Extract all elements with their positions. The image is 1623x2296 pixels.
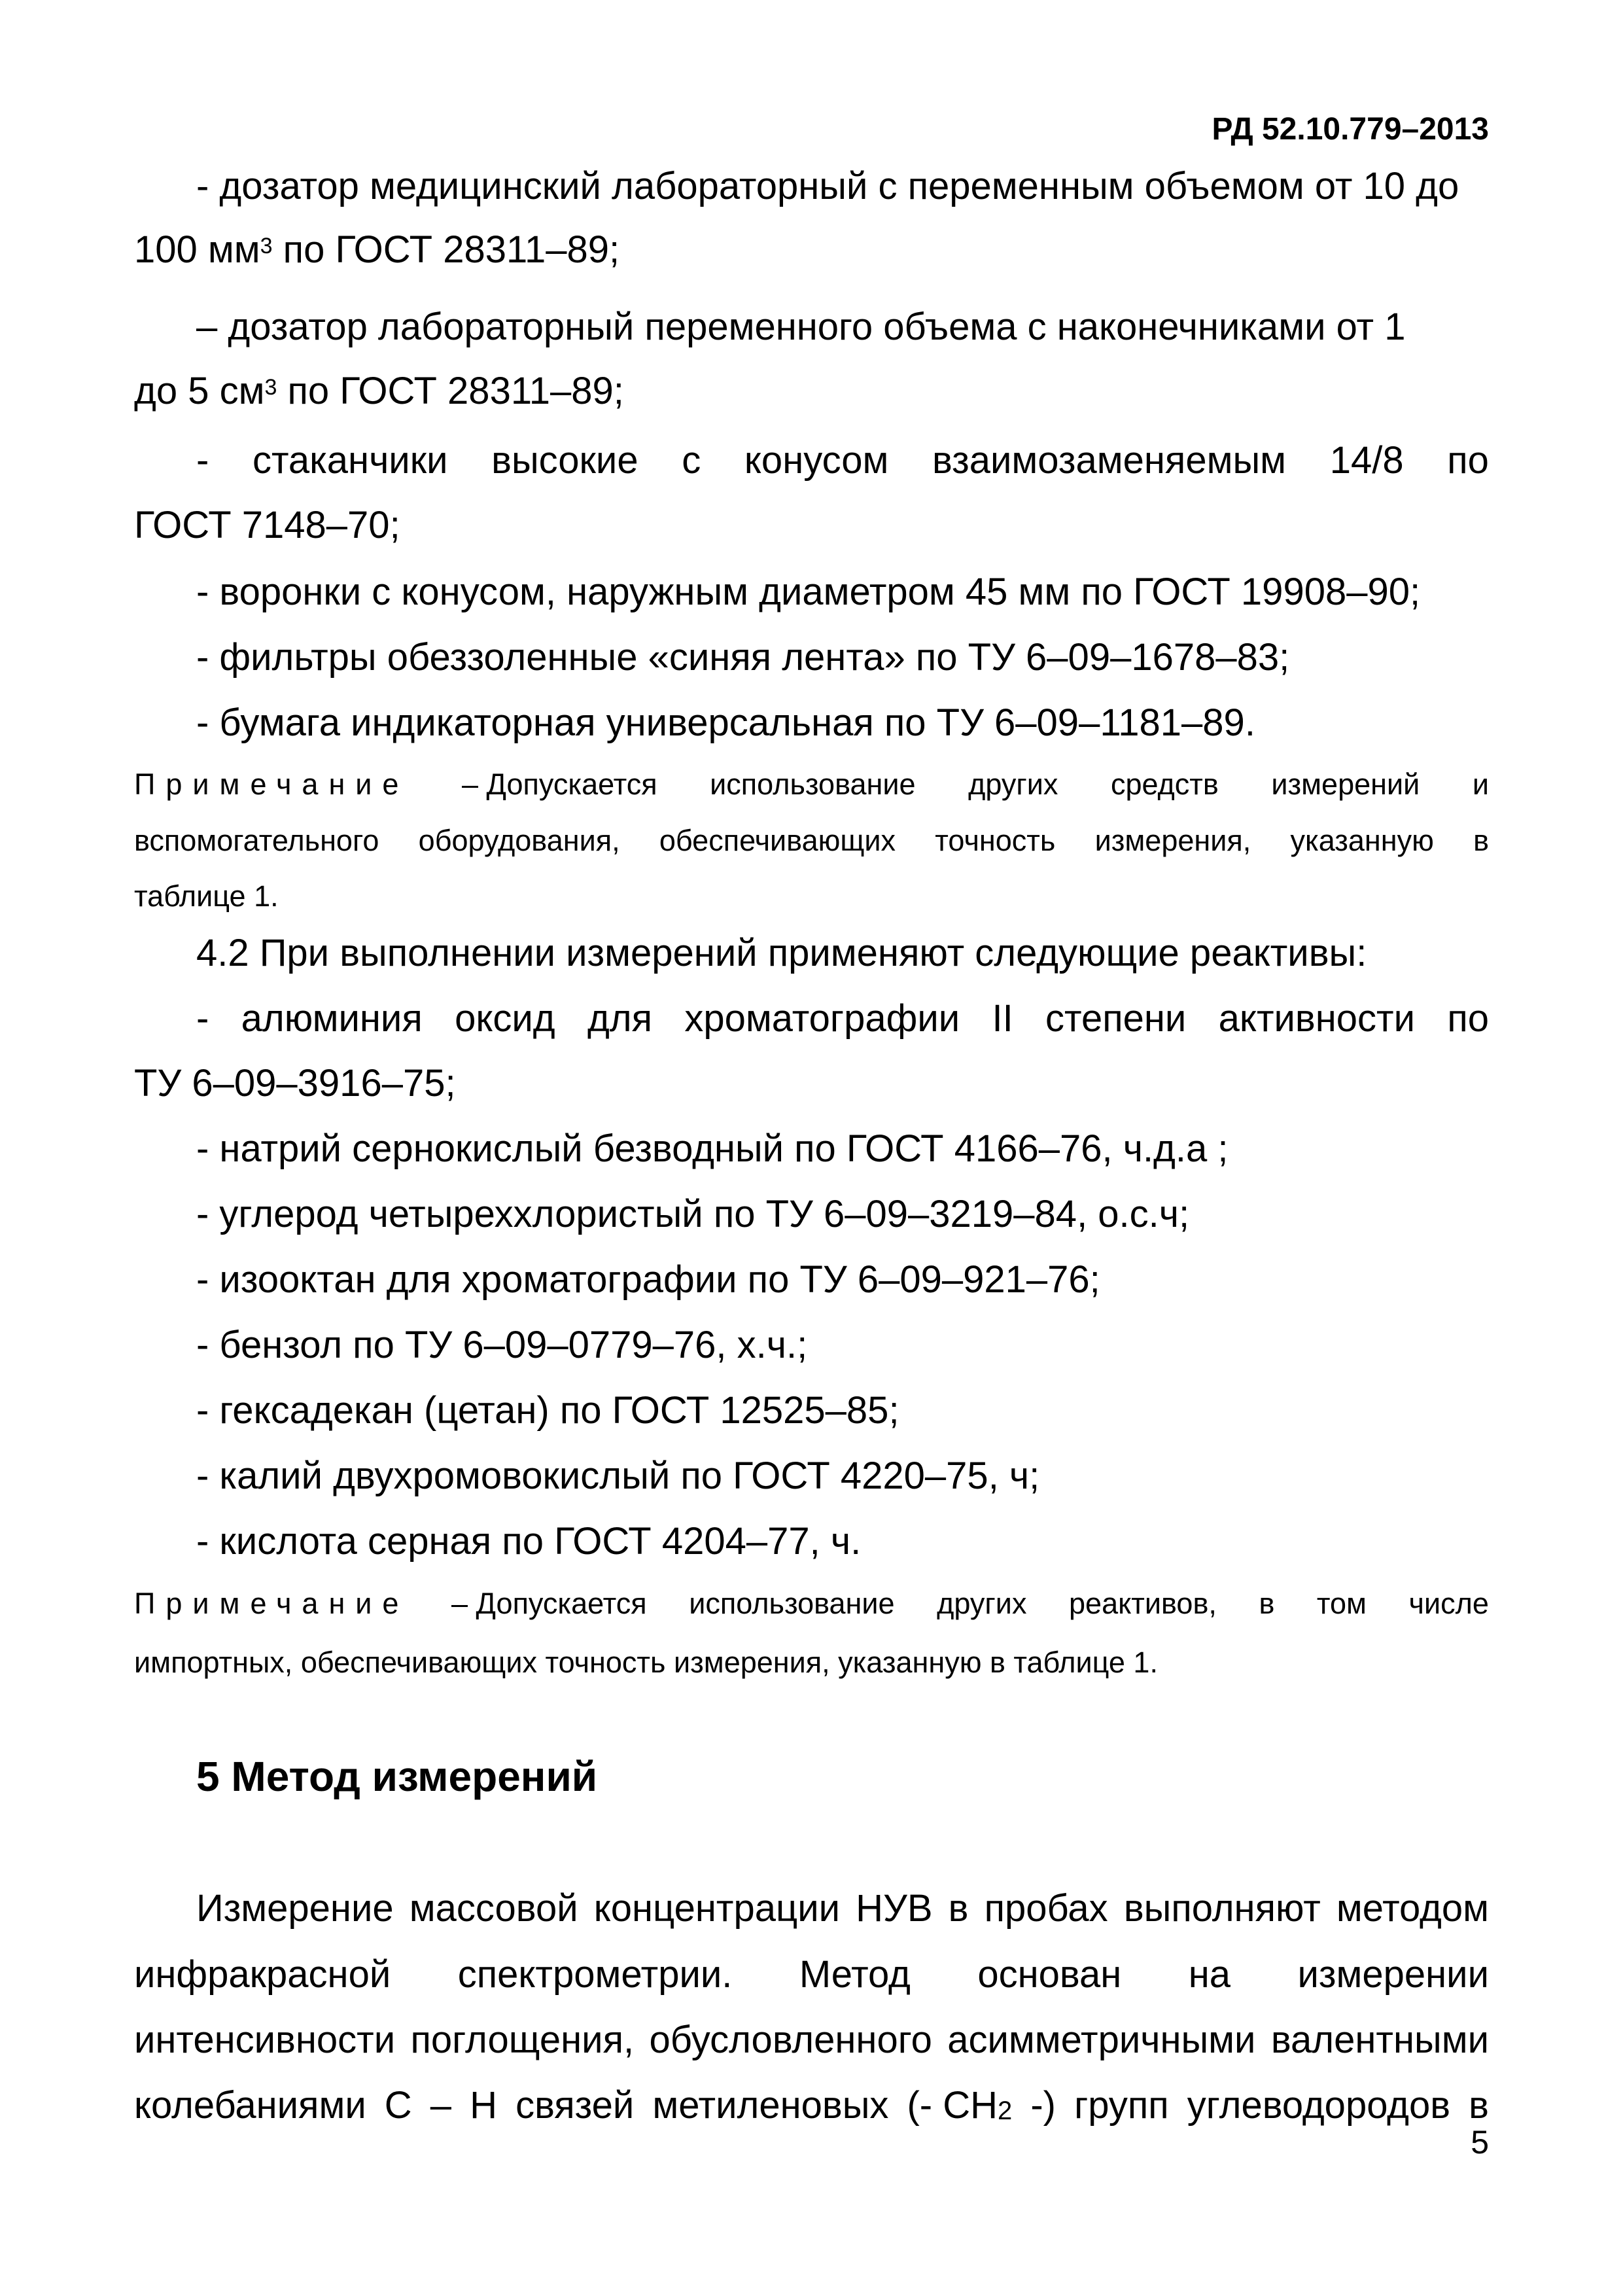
paragraph-line: колебаниями С – Н связей метиленовых (- $СН_2$ -) групп углеводородов в [134,2084,1489,2127]
list-item-justified: - стаканчики высокие с конусом взаимозаменяемым 14/8 по [196,439,1489,482]
document-code: РД 52.10.779–2013 [1212,112,1489,147]
paragraph-line: интенсивности поглощения, обусловленного асимметричными валентными [134,2019,1489,2061]
note-line: Примечание – Допускается использование других средств измерений и [134,766,1489,804]
note-line: вспомогательного оборудования, обеспечивающих точность измерения, указанную в [134,824,1489,857]
list-item-continuation: до 5 $см^3$ по ГОСТ 28311–89; [134,370,624,412]
paragraph-line: Измерение массовой концентрации НУВ в пробах выполняют методом [196,1887,1489,1930]
list-item: - бумага индикаторная универсальная по ТУ 6–09–1181–89. [196,701,1255,744]
note-line: таблице 1. [134,879,279,913]
note-label: Примечание [134,768,410,801]
list-item: - натрий сернокислый безводный по ГОСТ 4166–76, ч.д.а ; [196,1127,1229,1170]
note-label: Примечание [134,1587,410,1620]
list-item: - бензол по ТУ 6–09–0779–76, х.ч.; [196,1324,808,1366]
list-item-continuation: ТУ 6–09–3916–75; [134,1062,456,1104]
list-item-continuation: 100 $мм^3$ по ГОСТ 28311–89; [134,228,620,271]
note-line: импортных, обеспечивающих точность измерения, указанную в таблице 1. [134,1646,1158,1679]
list-item: - кислота серная по ГОСТ 4204–77, ч. [196,1520,862,1563]
paragraph-intro: 4.2 При выполнении измерений применяют следующие реактивы: [196,932,1367,974]
list-item: - калий двухромовокислый по ГОСТ 4220–75, ч; [196,1455,1040,1497]
list-item-continuation: ГОСТ 7148–70; [134,504,400,546]
list-item-justified: - алюминия оксид для хроматографии II степени активности по [196,997,1489,1040]
list-item: - изооктан для хроматографии по ТУ 6–09–921–76; [196,1258,1100,1301]
list-item: – дозатор лабораторный переменного объема с наконечниками от 1 [196,306,1406,348]
list-item: - воронки с конусом, наружным диаметром 45 мм по ГОСТ 19908–90; [196,571,1421,613]
section-heading: 5 Метод измерений [196,1753,598,1800]
note-line: Примечание – Допускается использование других реактивов, в том числе [134,1585,1489,1623]
list-item: - дозатор медицинский лабораторный с переменным объемом от 10 до [196,165,1459,207]
list-item: - углерод четыреххлористый по ТУ 6–09–3219–84, о.с.ч; [196,1193,1190,1235]
page-number: 5 [1471,2124,1489,2161]
list-item: - фильтры обеззоленные «синяя лента» по ТУ 6–09–1678–83; [196,636,1290,679]
paragraph-line: инфракрасной спектрометрии. Метод основан на измерении [134,1953,1489,1996]
list-item: - гексадекан (цетан) по ГОСТ 12525–85; [196,1389,899,1432]
